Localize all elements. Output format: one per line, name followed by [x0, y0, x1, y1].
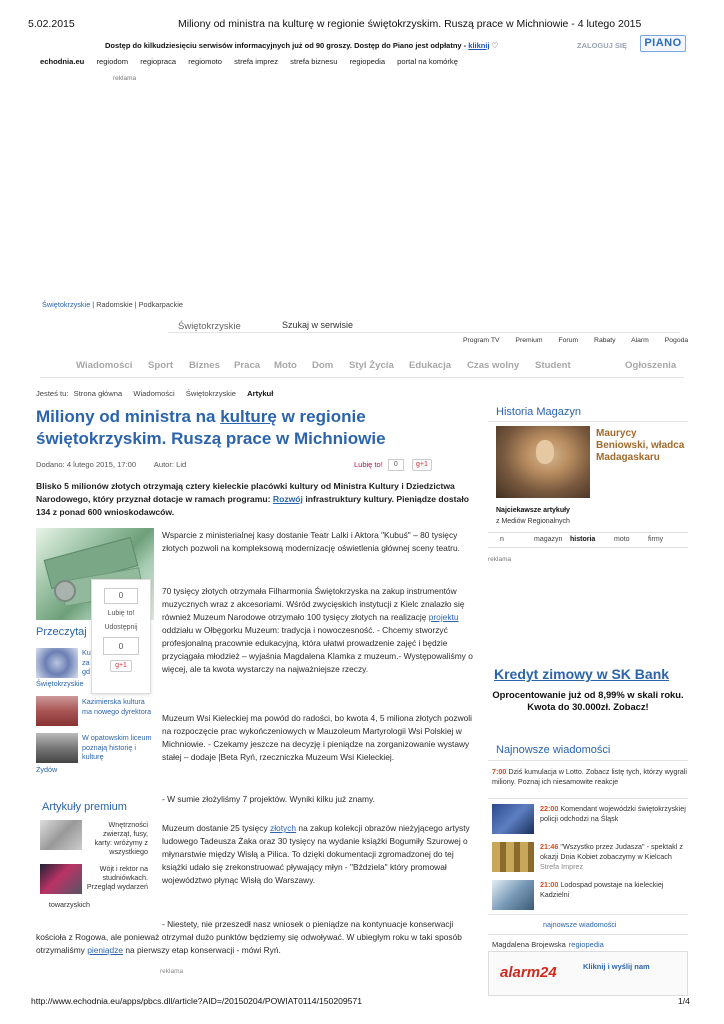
history-source: z Mediów Regionalnych: [496, 518, 570, 525]
top-nav: [40, 57, 458, 66]
author-name[interactable]: Magdalena Brojewska: [492, 940, 566, 949]
article-paragraph: [162, 585, 476, 676]
breadcrumb: [36, 389, 273, 398]
utility-nav: [463, 337, 688, 344]
nav-student[interactable]: Student: [535, 360, 571, 371]
history-latest-label: Najciekawsze artykuły: [496, 507, 570, 514]
nav-item[interactable]: strefa biznesu: [290, 57, 338, 66]
article-paragraph: - W sumie złożyliśmy 7 projektów. Wyniki kilku już znamy.: [162, 794, 375, 804]
kredyt-ad-link[interactable]: Kredyt zimowy w SK Bank: [494, 666, 670, 682]
news-text[interactable]: Dziś kumulacja w Lotto. Zobacz listę tych, którzy wygrali miliony. Poznaj ich niesamowite reakcje: [492, 767, 687, 786]
util-pogoda[interactable]: Pogoda: [664, 337, 689, 344]
share-count-2: 0: [103, 637, 139, 655]
news-thumb-theatre[interactable]: [492, 842, 534, 872]
breadcrumb-wiadomosci[interactable]: Wiadomości: [133, 389, 175, 398]
paragraph-text: na zakup kolekcji obrazów nieżyjącego artysty ludowego Tadeusza Żaka oraz 30 tysięcy na wydanie książki Bogumiły Szurowej o młynarstwie między Wisłą a Pilica. To dzięki dokumentacji zgromadzonej do tej książki udało się zrekonstruować pływający młyn - "Bździela" który promował województwo płynąc Wisłą do Warszawy.: [162, 823, 470, 885]
lead-text: infrastruktury kultury. Pieniądze dostało 134 z ponad 600 wnioskodawców.: [36, 494, 469, 517]
nav-praca[interactable]: Praca: [234, 360, 261, 371]
print-page-number: 1/4: [678, 996, 690, 1006]
breadcrumb-swietokrzyskie[interactable]: Świętokrzyskie: [185, 389, 237, 398]
ad-label: reklama: [488, 556, 512, 563]
tab-firmy[interactable]: firmy: [648, 536, 664, 543]
article-meta: [36, 460, 202, 469]
region-podkarpackie[interactable]: Podkarpackie: [138, 300, 183, 309]
share-widget: [91, 579, 151, 694]
nav-item[interactable]: strefa imprez: [234, 57, 279, 66]
read-also-title: Przeczytaj: [36, 626, 87, 638]
alarm24-logo[interactable]: alarm24: [500, 964, 557, 981]
author-box: [492, 940, 604, 949]
paragraph-text: Muzeum dostanie 25 tysięcy: [162, 823, 270, 833]
util-alarm[interactable]: Alarm: [631, 337, 649, 344]
nav-edukacja[interactable]: Edukacja: [409, 360, 452, 371]
print-title: Miliony od ministra na kulturę w regionie świętokrzyskim. Ruszą prace w Michniowie - 4 lutego 2015: [178, 18, 642, 30]
tab-moto[interactable]: moto: [614, 536, 630, 543]
nav-dom[interactable]: Dom: [312, 360, 334, 371]
breadcrumb-home[interactable]: Strona główna: [73, 389, 123, 398]
nav-wiadomosci[interactable]: Wiadomości: [76, 360, 133, 371]
nav-item[interactable]: regiopraca: [140, 57, 177, 66]
tab-n[interactable]: n: [500, 536, 504, 543]
paragraph-text: - Niestety, nie przeszedł nasz wniosek o pieniądze na kontynuacje konserwacji kościoła z Rogowa, ale ponieważ otrzymał dużo punktów będziemy się odwoływać. W ubiegłym roku w taki sposób otrzymaliśmy: [36, 919, 462, 955]
history-tabs: [488, 532, 688, 548]
promo-text: Dostęp do kilkudziesięciu serwisów informacyjnych już od 90 groszy. Dostęp do Piano jest odpłatny -: [105, 41, 467, 50]
nav-moto[interactable]: Moto: [274, 360, 297, 371]
paragraph-text: na pierwszy etap konserwacji - mówi Ryń.: [123, 945, 281, 955]
newest-title: Najnowsze wiadomości: [496, 744, 611, 756]
divider: [40, 377, 684, 378]
paragraph-text: oddziału w Ołbęgorku Muzeum: tradycja i nowoczesność. - Chcemy stworzyć profesjonalną pracownie edukacyjną, która ułatwi prowadzenie zajęć i będzie przyciągała młodzież – wyjaśnia Magdalena Klamka z muzeum.- Występowaliśmy o więcej, ale ta kwota wystarczy na najważniejsze rzeczy.: [162, 625, 473, 674]
nav-biznes[interactable]: Biznes: [189, 360, 220, 371]
news-time: 7:00: [492, 767, 507, 776]
section-label: Świętokrzyskie: [178, 321, 241, 332]
premium-title: Artykuły premium: [42, 801, 127, 813]
paragraph-link[interactable]: pieniądze: [87, 945, 124, 955]
article-date: Dodano: 4 lutego 2015, 17:00: [36, 460, 137, 469]
divider: [488, 914, 688, 915]
print-footer-url: http://www.echodnia.eu/apps/pbcs.dll/article?AID=/20150204/POWIAT0114/150209571: [31, 996, 362, 1006]
divider: [488, 798, 688, 799]
news-time: 21:00: [540, 880, 559, 889]
news-thumb-ice[interactable]: [492, 880, 534, 910]
tab-magazyn[interactable]: magazyn: [534, 536, 563, 543]
search-input[interactable]: Szukaj w serwisie: [282, 320, 354, 330]
nav-item[interactable]: regiodom: [96, 57, 129, 66]
news-source[interactable]: Strefa Imprez: [540, 862, 584, 871]
util-forum[interactable]: Forum: [558, 337, 579, 344]
premium-thumb[interactable]: [40, 864, 82, 894]
article-author: Autor: Lid: [153, 460, 187, 469]
kredyt-ad-text[interactable]: Oprocentowanie już od 8,99% w skali roku. Kwota do 30.000zł. Zobacz!: [492, 689, 684, 712]
history-portrait[interactable]: [496, 426, 590, 498]
breadcrumb-prefix: Jesteś tu:: [36, 389, 69, 398]
ad-label: reklama: [160, 968, 184, 975]
lead-link[interactable]: Rozwój: [272, 494, 303, 504]
print-date: 5.02.2015: [28, 18, 75, 30]
nav-item[interactable]: regiopedia: [349, 57, 386, 66]
article-lead: [36, 480, 476, 519]
share-count: 0: [104, 588, 138, 604]
news-time: 22:00: [540, 804, 559, 813]
news-text[interactable]: "Wszystko przez Judasza" - spektakl z okazji Dnia Kobiet zobaczymy w Kielcach: [540, 842, 683, 861]
gplus-button[interactable]: g+1: [412, 459, 432, 471]
newest-more-link[interactable]: najnowsze wiadomości: [543, 920, 617, 929]
util-rabaty[interactable]: Rabaty: [594, 337, 616, 344]
alarm-send-link[interactable]: Kliknij i wyślij nam: [583, 962, 650, 971]
separator: |: [90, 300, 97, 309]
util-program-tv[interactable]: Program TV: [463, 337, 500, 344]
news-item[interactable]: [540, 804, 688, 824]
login-link[interactable]: ZALOGUJ SIĘ: [577, 41, 628, 50]
paragraph-link[interactable]: projektu: [428, 612, 459, 622]
promo-bar: [105, 41, 498, 50]
news-item[interactable]: [540, 842, 688, 872]
read-also-item-sub[interactable]: Świętokrzyskie: [36, 679, 84, 688]
divider: [168, 332, 680, 333]
promo-link[interactable]: kliknij: [468, 41, 490, 50]
history-caption[interactable]: Maurycy Beniowski, władca Madagaskaru: [596, 428, 685, 463]
nav-ogloszenia[interactable]: Ogłoszenia: [625, 360, 677, 371]
premium-item-sub[interactable]: towarzyskich: [48, 900, 90, 909]
util-premium[interactable]: Premium: [515, 337, 543, 344]
history-title: Historia Magazyn: [496, 406, 581, 418]
divider: [488, 760, 688, 761]
like-label[interactable]: Lubię to!: [354, 459, 383, 469]
premium-item[interactable]: Wójt i rektor na studniówkach. Przegląd wydarzeń: [86, 864, 148, 891]
share-button[interactable]: Udostępnij: [104, 624, 138, 631]
divider: [488, 421, 688, 422]
lead-text: Blisko 5 milionów złotych otrzymają cztery kieleckie placówki kultury od Ministra Kultury i Dziedzictwa Narodowego, który przyznał dotacje w ramach programu:: [36, 481, 455, 504]
article-paragraph: [162, 822, 476, 887]
history-latest: [496, 505, 570, 527]
like-count: 0: [388, 459, 404, 471]
nav-brand[interactable]: echodnia.eu: [40, 57, 85, 66]
news-time: 21:46: [540, 842, 559, 851]
headline-part: Miliony od ministra na: [36, 407, 221, 426]
author-region-link[interactable]: regiopedia: [568, 940, 604, 949]
share-like[interactable]: Lubię to!: [107, 610, 135, 617]
premium-thumb[interactable]: [40, 820, 82, 850]
coin-shape: [54, 580, 76, 602]
read-also-thumb[interactable]: [36, 648, 78, 678]
news-item[interactable]: [540, 880, 688, 900]
news-thumb-police[interactable]: [492, 804, 534, 834]
nav-item[interactable]: portal na komórkę: [397, 57, 458, 66]
ad-label: reklama: [113, 75, 137, 82]
separator: |: [132, 300, 139, 309]
news-text[interactable]: Lodospad powstaje na kieleckiej Kadzielni: [540, 880, 664, 899]
share-gplus[interactable]: g+1: [110, 660, 132, 672]
headline-part: w regionie świętokrzyskim. Ruszą prace w Michniowie: [36, 407, 386, 448]
read-also-item[interactable]: Kazimierska kultura ma nowego dyrektora: [82, 697, 152, 716]
article-paragraph: Muzeum Wsi Kieleckiej ma powód do radości, bo kwota 4, 5 miliona złotych pozwoli na rozpoczęcie prac wykończeniowych w Mauzoleum Martyrologii Wsi Polskiej w Michniowie. - Czekamy jeszcze na decyzję i pieniądze na zorganizowanie wystawy stałej – dodaje |Beta Ryń, rzeczniczka Muzeum Wsi Kieleckiej.: [162, 713, 473, 762]
piano-logo[interactable]: PIANO: [640, 35, 686, 52]
read-also-thumb[interactable]: [36, 696, 78, 726]
premium-item[interactable]: Wnętrzności zwierząt, fusy, karty: wróżymy z wszystkiego: [94, 820, 148, 856]
article-paragraph: Wsparcie z ministerialnej kasy dostanie Teatr Lalki i Aktora "Kubuś" – 80 tysięcy złotych pozwoli na kompleksową modernizację oświetlenia głównej sceny teatru.: [162, 530, 460, 553]
read-also-thumb[interactable]: [36, 733, 78, 763]
page-title: [36, 406, 476, 450]
headline-keyword-link[interactable]: kulturę: [220, 407, 277, 426]
nav-item[interactable]: regiomoto: [188, 57, 223, 66]
nav-styl-zycia[interactable]: Styl Życia: [349, 360, 394, 371]
paragraph-link[interactable]: złotych: [270, 823, 297, 833]
divider: [488, 934, 688, 935]
portrait-face: [536, 440, 554, 464]
region-radomskie[interactable]: Radomskie: [96, 300, 133, 309]
paragraph-text: 70 tysięcy złotych otrzymała Filharmonia Świętokrzyska na zakup instrumentów muzycznych wraz z akcesoriami. Wśród zwycięskich instytucji z Kielc znalazło się również Muzeum Narodowe otrzymało 100 tysięcy złotych na realizację: [162, 586, 465, 622]
region-swietokrzyskie[interactable]: Świętokrzyskie: [42, 300, 91, 309]
read-also-item-sub[interactable]: Żydów: [36, 765, 58, 774]
news-item[interactable]: [492, 767, 688, 787]
nav-czas-wolny[interactable]: Czas wolny: [467, 360, 520, 371]
read-also-item[interactable]: Ku za gd: [82, 648, 91, 676]
breadcrumb-current: Artykuł: [247, 389, 274, 398]
read-also-item[interactable]: W opatowskim liceum poznają historię i kulturę: [82, 733, 152, 761]
article-paragraph: [36, 918, 476, 957]
nav-sport[interactable]: Sport: [148, 360, 174, 371]
tab-historia[interactable]: historia: [570, 536, 596, 543]
social-buttons: [354, 459, 432, 471]
heart-icon: ♡: [491, 41, 499, 50]
region-switch: [42, 300, 183, 309]
news-text[interactable]: Komendant wojewódzki świętokrzyskiej policji odchodzi na Śląsk: [540, 804, 686, 823]
